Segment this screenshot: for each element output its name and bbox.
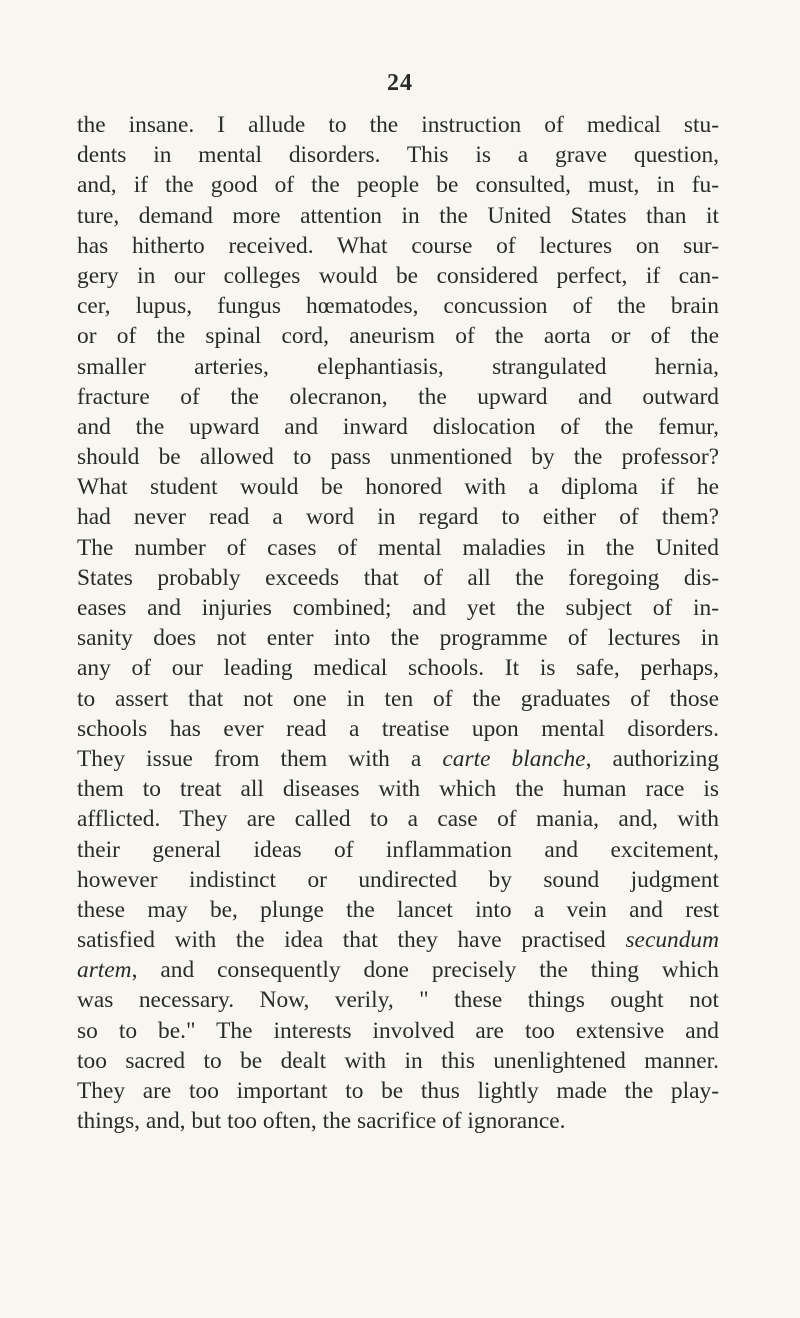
text-line: the insane. I allude to the instruction of medical stu- bbox=[77, 112, 719, 138]
text-line: so to be." The interests involved are too extensive and bbox=[77, 1017, 719, 1044]
text-line: was necessary. Now, verily, " these things ought not bbox=[77, 987, 719, 1014]
text-line: too sacred to be dealt with in this unenlightened manner. bbox=[77, 1047, 719, 1074]
text-segment: They issue from them with a bbox=[77, 745, 422, 772]
text-segment: , and consequently done precisely the thing which bbox=[131, 957, 719, 984]
text-line: eases and injuries combined; and yet the subject of in- bbox=[77, 595, 719, 621]
text-line: sanity does not enter into the programme of lectures in bbox=[77, 625, 719, 652]
text-line: has hitherto received. What course of lectures on sur- bbox=[77, 232, 719, 259]
italic-phrase: secundum bbox=[625, 927, 719, 954]
text-line: to assert that not one in ten of the graduates of those bbox=[77, 685, 719, 712]
text-line: smaller arteries, elephantiasis, strangulated hernia, bbox=[77, 353, 719, 380]
text-line: these may be, plunge the lancet into a vein and rest bbox=[77, 896, 719, 923]
text-line: and the upward and inward dislocation of the femur, bbox=[77, 413, 719, 440]
text-line: fracture of the olecranon, the upward and outward bbox=[77, 383, 719, 410]
text-line: and, if the good of the people be consulted, must, in fu- bbox=[77, 172, 719, 199]
text-line: afflicted. They are called to a case of mania, and, with bbox=[77, 806, 719, 833]
italic-phrase: carte blanche bbox=[442, 745, 586, 772]
text-segment: , authorizing bbox=[585, 745, 719, 772]
text-line bbox=[77, 955, 719, 985]
text-line bbox=[77, 744, 719, 774]
body-paragraph bbox=[77, 110, 719, 1136]
text-line: should be allowed to pass unmentioned by the professor? bbox=[77, 444, 719, 471]
text-line: They are too important to be thus lightly made the play- bbox=[77, 1078, 719, 1104]
text-line: The number of cases of mental maladies in the United bbox=[77, 534, 719, 561]
italic-phrase: artem bbox=[77, 957, 132, 984]
text-line: schools has ever read a treatise upon mental disorders. bbox=[77, 715, 719, 742]
text-line: What student would be honored with a diploma if he bbox=[77, 474, 719, 501]
text-line bbox=[77, 925, 719, 955]
text-segment: satisfied with the idea that they have practised bbox=[77, 927, 606, 954]
text-line: cer, lupus, fungus hœmatodes, concussion of the brain bbox=[77, 293, 719, 320]
text-line: ture, demand more attention in the United States than it bbox=[77, 202, 719, 229]
text-line: things, and, but too often, the sacrifice of ignorance. bbox=[77, 1108, 566, 1135]
text-line: any of our leading medical schools. It is safe, perhaps, bbox=[77, 655, 719, 682]
page-number: 24 bbox=[387, 70, 413, 96]
text-line: States probably exceeds that of all the foregoing dis- bbox=[77, 564, 719, 591]
text-line: their general ideas of inflammation and excitement, bbox=[77, 836, 719, 863]
text-line: gery in our colleges would be considered perfect, if can- bbox=[77, 262, 719, 289]
text-line: however indistinct or undirected by sound judgment bbox=[77, 866, 719, 893]
text-line: had never read a word in regard to either of them? bbox=[77, 504, 719, 531]
text-line: or of the spinal cord, aneurism of the aorta or of the bbox=[77, 323, 719, 350]
text-line: dents in mental disorders. This is a grave question, bbox=[77, 142, 719, 169]
text-line: them to treat all diseases with which the human race is bbox=[77, 776, 719, 803]
